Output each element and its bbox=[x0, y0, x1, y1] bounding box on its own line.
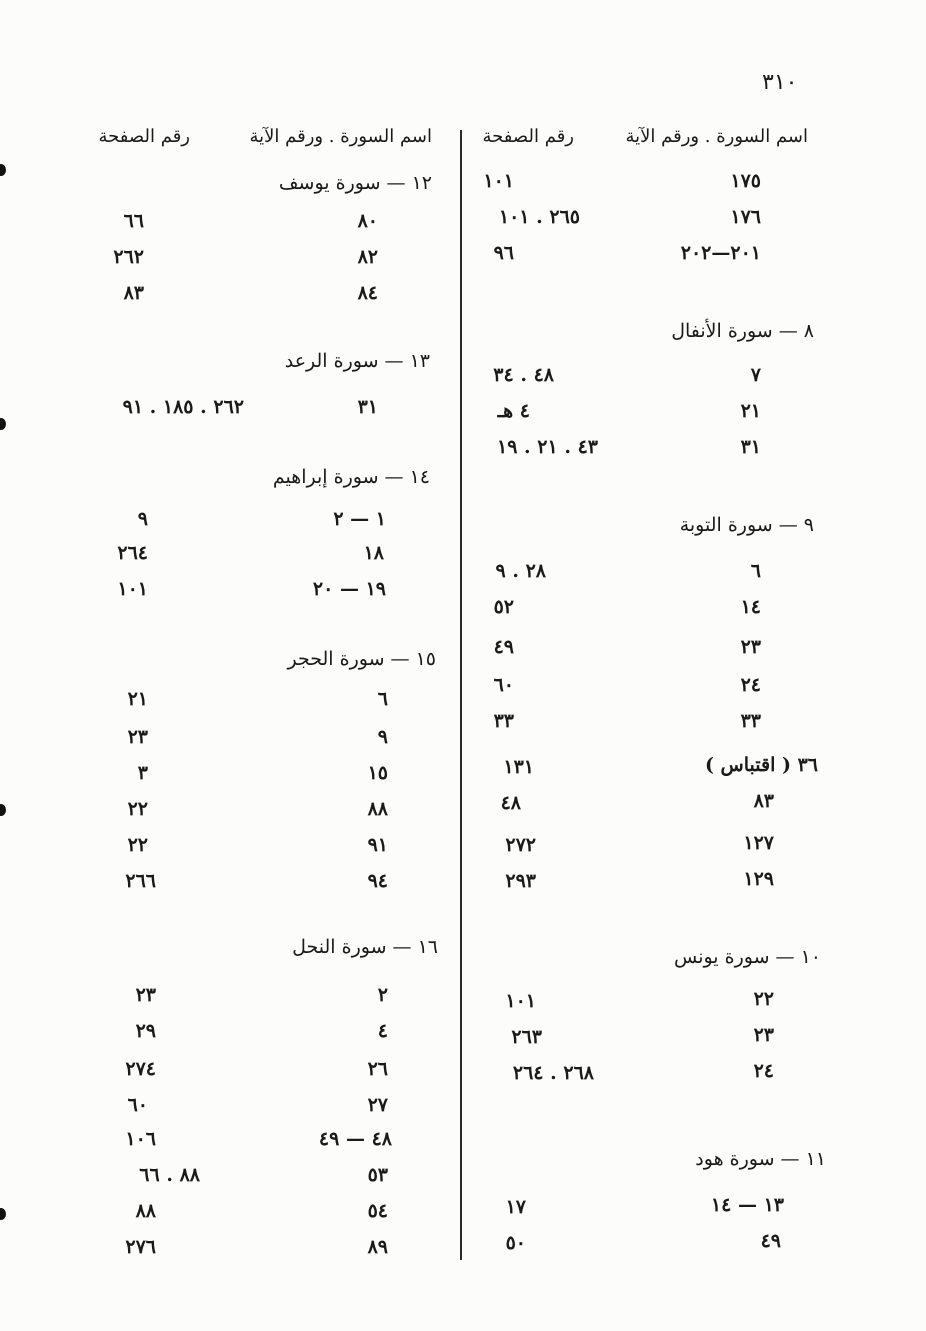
verse-cell: ٨٢ bbox=[357, 246, 378, 268]
verse-cell: ٣٦ ( اقتباس ) bbox=[704, 754, 818, 776]
verse-cell: ٦ bbox=[377, 688, 388, 710]
page-cell: ٢٧٢ bbox=[505, 834, 536, 856]
verse-cell: ٨٤ bbox=[357, 282, 378, 304]
binding-mark bbox=[0, 1208, 6, 1220]
page-cell: ١٠١ bbox=[483, 170, 514, 192]
verse-cell: ١٤ bbox=[740, 596, 761, 618]
verse-cell: ٣١ bbox=[740, 436, 761, 458]
verse-cell: ١٧٥ bbox=[730, 170, 761, 192]
verse-cell: ١٢٩ bbox=[743, 868, 774, 890]
page-cell: ٢٣ bbox=[135, 984, 156, 1006]
verse-cell: ٥٣ bbox=[367, 1164, 388, 1186]
page-cell: ٨٣ bbox=[123, 282, 144, 304]
verse-cell: ٢١ bbox=[740, 400, 761, 422]
verse-cell: ٩٤ bbox=[367, 870, 388, 892]
page-cell: ٢٢ bbox=[127, 834, 148, 856]
page-cell: ٢٦٣ bbox=[511, 1026, 542, 1048]
page-cell: ٢٩ bbox=[135, 1020, 156, 1042]
left-header-surah-verse: اسم السورة . ورقم الآية bbox=[249, 126, 432, 147]
verse-cell: ٥٤ bbox=[367, 1200, 388, 1222]
verse-cell: ٢٧ bbox=[367, 1094, 388, 1116]
verse-cell: ١ — ٢ bbox=[333, 508, 386, 530]
surah-title: ١٠ — سورة يونس bbox=[673, 946, 821, 968]
page-cell: ٥٢ bbox=[493, 596, 514, 618]
page-cell: ٨٨ bbox=[135, 1200, 156, 1222]
page-cell: ٩ bbox=[137, 508, 148, 530]
verse-cell: ٤٩ bbox=[760, 1230, 781, 1252]
verse-cell: ٧ bbox=[750, 364, 761, 386]
page-cell: ١٠١ bbox=[505, 990, 536, 1012]
page-cell: ٢٩٣ bbox=[505, 870, 536, 892]
page-cell: ٤٩ bbox=[493, 636, 514, 658]
verse-cell: ٩ bbox=[377, 726, 388, 748]
verse-cell: ١٩ — ٢٠ bbox=[312, 578, 386, 600]
surah-title: ١٦ — سورة النحل bbox=[292, 936, 438, 958]
verse-cell: ٦ bbox=[750, 560, 761, 582]
surah-title: ٩ — سورة التوبة bbox=[679, 514, 814, 536]
verse-cell: ١٧٦ bbox=[730, 206, 761, 228]
page-cell: ٦٠ bbox=[493, 674, 514, 696]
page-cell: ٢٦٥ . ١٠١ bbox=[498, 206, 580, 228]
verse-cell: ٨٨ bbox=[367, 798, 388, 820]
verse-cell: ٢ bbox=[377, 984, 388, 1006]
verse-cell: ١٣ — ١٤ bbox=[710, 1194, 784, 1216]
verse-cell: ٢٦ bbox=[367, 1058, 388, 1080]
binding-mark bbox=[0, 418, 6, 430]
right-header-surah-verse: اسم السورة . ورقم الآية bbox=[625, 126, 808, 147]
binding-mark bbox=[0, 164, 6, 176]
binding-mark bbox=[0, 804, 6, 816]
verse-cell: ٢٣ bbox=[753, 1024, 774, 1046]
verse-cell: ٣١ bbox=[357, 396, 378, 418]
page-cell: ٦٠ bbox=[127, 1094, 148, 1116]
page-cell: ١٣١ bbox=[503, 756, 534, 778]
verse-cell: ٢٤ bbox=[753, 1060, 774, 1082]
verse-cell: ٨٠ bbox=[357, 210, 378, 232]
page-cell: ٣ bbox=[137, 762, 148, 784]
surah-title: ١١ — سورة هود bbox=[695, 1148, 826, 1170]
verse-cell: ٣٣ bbox=[740, 710, 761, 732]
verse-cell: ٢٢ bbox=[753, 988, 774, 1010]
page-cell: ٤٨ bbox=[500, 792, 521, 814]
page-cell: ٢٦٢ bbox=[113, 246, 144, 268]
right-header-page: رقم الصفحة bbox=[482, 126, 574, 147]
page-cell: ٤٨ . ٣٤ bbox=[493, 364, 554, 386]
page-cell: ٤٣ . ٢١ . ١٩ bbox=[497, 436, 598, 458]
page-cell: ٢٦٨ . ٢٦٤ bbox=[512, 1062, 594, 1084]
surah-title: ١٥ — سورة الحجر bbox=[287, 648, 436, 670]
verse-cell: ١٨ bbox=[363, 542, 384, 564]
verse-cell: ٢٠١—٢٠٢ bbox=[680, 242, 761, 264]
verse-cell: ١٢٧ bbox=[743, 832, 774, 854]
page-number: ٣١٠ bbox=[762, 70, 798, 95]
page-cell: ٢٦٦ bbox=[125, 870, 156, 892]
verse-cell: ٨٣ bbox=[753, 790, 774, 812]
page-cell: ٥٠ bbox=[505, 1232, 526, 1254]
verse-cell: ٤٨ — ٤٩ bbox=[318, 1128, 392, 1150]
surah-title: ١٢ — سورة يوسف bbox=[278, 172, 432, 194]
page-cell: ٢١ bbox=[127, 688, 148, 710]
verse-cell: ٨٩ bbox=[367, 1236, 388, 1258]
page-cell: ١٠١ bbox=[117, 578, 148, 600]
page-cell: ١٠٦ bbox=[125, 1128, 156, 1150]
page-cell: ١٧ bbox=[505, 1196, 526, 1218]
page-cell: ٤ هـ bbox=[497, 400, 530, 422]
verse-cell: ١٥ bbox=[367, 762, 388, 784]
page-cell: ٢٧٦ bbox=[125, 1236, 156, 1258]
page-cell: ٢٨ . ٩ bbox=[495, 560, 546, 582]
page-cell: ٢٧٤ bbox=[125, 1058, 156, 1080]
page-cell: ٨٨ . ٦٦ bbox=[139, 1164, 200, 1186]
page-cell: ٣٣ bbox=[493, 710, 514, 732]
left-header-page: رقم الصفحة bbox=[98, 126, 190, 147]
verse-cell: ٤ bbox=[377, 1020, 388, 1042]
page-cell: ٩٦ bbox=[493, 242, 514, 264]
verse-cell: ٩١ bbox=[367, 834, 388, 856]
surah-title: ٨ — سورة الأنفال bbox=[671, 320, 814, 342]
surah-title: ١٤ — سورة إبراهيم bbox=[272, 466, 430, 488]
verse-cell: ٢٣ bbox=[740, 636, 761, 658]
page-cell: ٢٢ bbox=[127, 798, 148, 820]
page-cell: ٢٦٤ bbox=[117, 542, 148, 564]
column-divider bbox=[460, 130, 462, 1260]
surah-title: ١٣ — سورة الرعد bbox=[284, 350, 430, 372]
page-cell: ٢٦٢ . ١٨٥ . ٩١ bbox=[122, 396, 244, 418]
page-cell: ٢٣ bbox=[127, 726, 148, 748]
page-cell: ٦٦ bbox=[123, 210, 144, 232]
verse-cell: ٢٤ bbox=[740, 674, 761, 696]
